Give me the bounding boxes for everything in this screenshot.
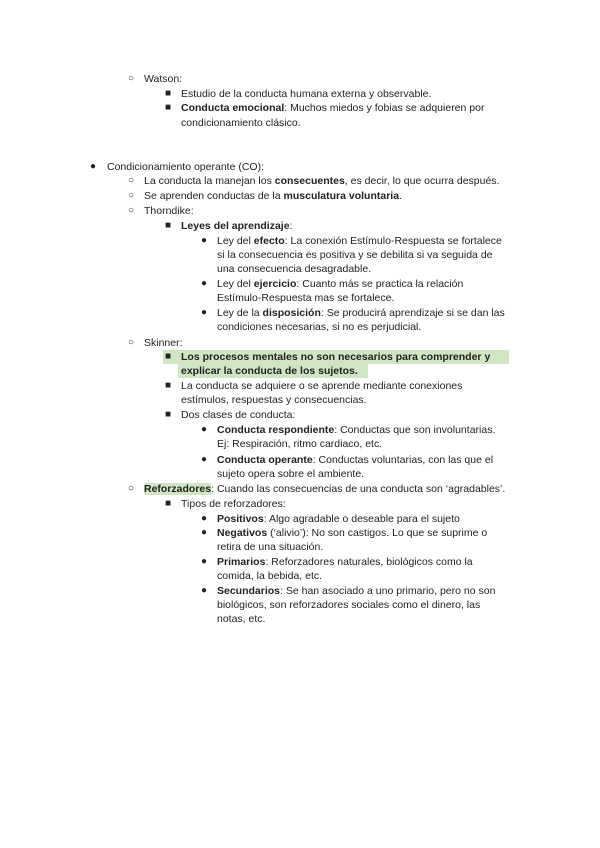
circle-bullet-icon: ○ — [128, 190, 135, 201]
dot-bullet-icon: ● — [201, 454, 208, 465]
square-bullet-icon: ■ — [165, 351, 172, 362]
square-bullet-icon: ■ — [165, 380, 172, 391]
reforzador-secundarios-cont: notas, etc. — [217, 613, 266, 625]
square-bullet-icon: ■ — [165, 88, 172, 99]
reforzador-secundarios: Secundarios: Se han asociado a uno primario, pero no son — [217, 585, 496, 597]
co-item-musculatura: Se aprenden conductas de la musculatura voluntaria. — [144, 190, 402, 202]
ley-disposicion: Ley de la disposición: Se producirá aprendizaje si se dan las — [217, 307, 505, 319]
ley-efecto: Ley del efecto: La conexión Estímulo-Respuesta se fortalece — [217, 235, 502, 247]
skinner-adquiere: La conducta se adquiere o se aprende mediante conexiones — [181, 380, 463, 392]
circle-bullet-icon: ○ — [128, 205, 135, 216]
co-item-consecuentes: La conducta la manejan los consecuentes, es decir, lo que ocurra después. — [144, 175, 500, 187]
square-bullet-icon: ■ — [165, 220, 172, 231]
conducta-operante: Conducta operante: Conductas voluntarias, con las que el — [217, 454, 494, 466]
reforzador-primarios-cont: comida, la bebida, etc. — [217, 570, 323, 582]
dot-bullet-icon: ● — [201, 527, 208, 538]
reforzadores-heading: Reforzadores: Cuando las consecuencias de una conducta son ‘agradables’. — [144, 483, 506, 495]
watson-item-1: Estudio de la conducta humana externa y observable. — [181, 88, 432, 100]
conducta-operante-cont: sujeto opera sobre el ambiente. — [217, 468, 365, 480]
circle-bullet-icon: ○ — [128, 73, 135, 84]
skinner-adquiere-cont: estímulos, respuestas y consecuencias. — [181, 394, 367, 406]
dot-bullet-icon: ● — [201, 235, 208, 246]
reforzador-positivos: Positivos: Algo agradable o deseable para el sujeto — [217, 513, 460, 525]
dot-bullet-icon: ● — [201, 307, 208, 318]
dot-bullet-icon: ● — [90, 161, 97, 172]
watson-item-2-cont: condicionamiento clásico. — [181, 117, 301, 129]
dot-bullet-icon: ● — [201, 513, 208, 524]
square-bullet-icon: ■ — [165, 498, 172, 509]
ley-disposicion-cont: condiciones necesarias, si no es perjudicial. — [217, 321, 422, 333]
reforzador-negativos: Negativos (‘alivio’): No son castigos. Lo que se suprime o — [217, 527, 488, 539]
reforzador-negativos-cont: retira de una situación. — [217, 541, 324, 553]
thorndike-label: Thorndike: — [144, 205, 194, 217]
reforzador-primarios: Primarios: Reforzadores naturales, biológicos como la — [217, 556, 473, 568]
ley-efecto-cont: una consecuencia desagradable. — [217, 263, 372, 275]
skinner-highlight: Los procesos mentales no son necesarios para comprender y — [181, 351, 491, 363]
co-heading: Condicionamiento operante (CO): — [107, 161, 264, 173]
skinner-highlight-cont: explicar la conducta de los sujetos. — [181, 365, 358, 377]
circle-bullet-icon: ○ — [128, 337, 135, 348]
leyes-heading: Leyes del aprendizaje: — [181, 220, 293, 232]
ley-efecto-cont: si la consecuencia es positiva y se debilita si va seguida de — [217, 249, 493, 261]
dot-bullet-icon: ● — [201, 585, 208, 596]
skinner-label: Skinner: — [144, 337, 183, 349]
ley-ejercicio: Ley del ejercicio: Cuanto más se practica la relación — [217, 278, 464, 290]
ley-ejercicio-cont: Estímulo-Respuesta mas se fortalece. — [217, 292, 395, 304]
dot-bullet-icon: ● — [201, 556, 208, 567]
dot-bullet-icon: ● — [201, 278, 208, 289]
dot-bullet-icon: ● — [201, 424, 208, 435]
watson-label: Watson: — [144, 73, 183, 85]
reforzador-secundarios-cont: biológicos, son reforzadores sociales como el dinero, las — [217, 599, 481, 611]
circle-bullet-icon: ○ — [128, 483, 135, 494]
watson-item-2: Conducta emocional: Muchos miedos y fobias se adquieren por — [181, 102, 485, 114]
circle-bullet-icon: ○ — [128, 175, 135, 186]
conducta-respondiente-cont: Ej: Respiración, ritmo cardiaco, etc. — [217, 438, 383, 450]
tipos-reforzadores: Tipos de reforzadores: — [181, 498, 286, 510]
conducta-respondiente: Conducta respondiente: Conductas que son involuntarias. — [217, 424, 496, 436]
dos-clases: Dos clases de conducta: — [181, 409, 296, 421]
square-bullet-icon: ■ — [165, 102, 172, 113]
square-bullet-icon: ■ — [165, 409, 172, 420]
